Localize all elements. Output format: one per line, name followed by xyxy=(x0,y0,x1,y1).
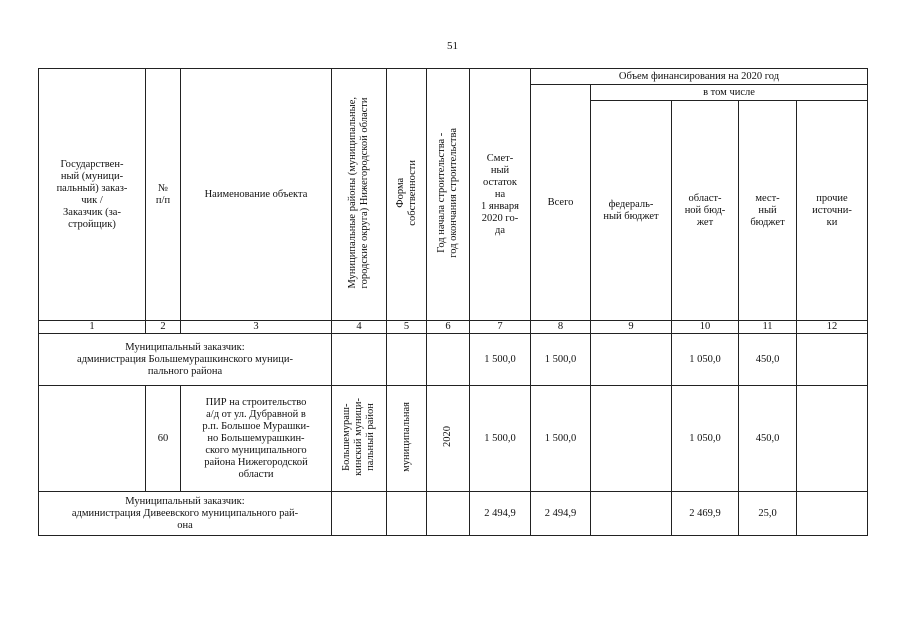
table-row-customer-2 xyxy=(39,492,868,536)
header-number: № п/п xyxy=(146,69,181,321)
header-including: в том числе xyxy=(591,85,868,101)
local-value: 450,0 xyxy=(739,386,797,492)
empty-cell xyxy=(39,386,146,492)
header-object-name: Наименование объекта xyxy=(181,69,332,321)
col-number: 5 xyxy=(387,321,427,334)
estimate-balance-value: 1 500,0 xyxy=(470,386,531,492)
column-numbers-row xyxy=(39,321,868,334)
empty-cell xyxy=(332,334,387,386)
object-name: ПИР на строительство а/д от ул. Дубравной в р.п. Большое Мурашки- но Большемурашкин- ского муниципального района Нижегородской области xyxy=(181,386,332,492)
col-number: 6 xyxy=(427,321,470,334)
regional-value: 2 469,9 xyxy=(672,492,739,536)
federal-value xyxy=(591,386,672,492)
customer-name: Муниципальный заказчик: администрация Дивеевского муниципального рай- она xyxy=(39,492,332,536)
empty-cell xyxy=(332,492,387,536)
header-funding-title: Объем финансирования на 2020 год xyxy=(531,69,868,85)
empty-cell xyxy=(387,492,427,536)
estimate-balance-value: 1 500,0 xyxy=(470,334,531,386)
header-local: мест- ный бюджет xyxy=(739,101,797,321)
col-number: 10 xyxy=(672,321,739,334)
other-value xyxy=(797,334,868,386)
regional-value: 1 050,0 xyxy=(672,334,739,386)
object-number: 60 xyxy=(146,386,181,492)
regional-value: 1 050,0 xyxy=(672,386,739,492)
ownership-cell xyxy=(387,386,427,492)
header-total: Всего xyxy=(531,85,591,321)
district-name: Большемураш- кинский муници- пальный район xyxy=(341,397,376,476)
financing-table xyxy=(38,68,868,536)
header-regional: област- ной бюд- жет xyxy=(672,101,739,321)
table-row-customer-1 xyxy=(39,334,868,386)
col-number: 12 xyxy=(797,321,868,334)
col-number: 4 xyxy=(332,321,387,334)
header-district-cell xyxy=(332,69,387,321)
page-number: 51 xyxy=(447,40,458,52)
empty-cell xyxy=(427,492,470,536)
header-district: Муниципальные районы (муниципальные, городские округа) Нижегородской области xyxy=(347,96,370,289)
header-ownership: Форма собственности xyxy=(394,159,418,226)
header-estimate-balance: Смет- ный остаток на 1 января 2020 го- да xyxy=(470,69,531,321)
years-cell xyxy=(427,386,470,492)
header-other: прочие источни- ки xyxy=(797,101,868,321)
local-value: 25,0 xyxy=(739,492,797,536)
total-value: 1 500,0 xyxy=(531,386,591,492)
customer-name: Муниципальный заказчик: администрация Большемурашкинского муници- пального района xyxy=(39,334,332,386)
total-value: 2 494,9 xyxy=(531,492,591,536)
table-row-object-60 xyxy=(39,386,868,492)
district-cell xyxy=(332,386,387,492)
header-years-cell xyxy=(427,69,470,321)
total-value: 1 500,0 xyxy=(531,334,591,386)
federal-value xyxy=(591,334,672,386)
empty-cell xyxy=(387,334,427,386)
local-value: 450,0 xyxy=(739,334,797,386)
col-number: 11 xyxy=(739,321,797,334)
other-value xyxy=(797,492,868,536)
header-customer: Государствен- ный (муници- пальный) заказ- чик / Заказчик (за- стройщик) xyxy=(39,69,146,321)
ownership-value: муниципальная xyxy=(400,401,412,472)
col-number: 9 xyxy=(591,321,672,334)
header-row-1 xyxy=(39,69,868,85)
estimate-balance-value: 2 494,9 xyxy=(470,492,531,536)
other-value xyxy=(797,386,868,492)
col-number: 2 xyxy=(146,321,181,334)
col-number: 7 xyxy=(470,321,531,334)
header-ownership-cell xyxy=(387,69,427,321)
years-value: 2020 xyxy=(442,426,453,447)
col-number: 8 xyxy=(531,321,591,334)
col-number: 3 xyxy=(181,321,332,334)
header-years: Год начала строительства - год окончания строительства xyxy=(436,127,459,258)
header-federal: федераль- ный бюджет xyxy=(591,101,672,321)
empty-cell xyxy=(427,334,470,386)
federal-value xyxy=(591,492,672,536)
col-number: 1 xyxy=(39,321,146,334)
